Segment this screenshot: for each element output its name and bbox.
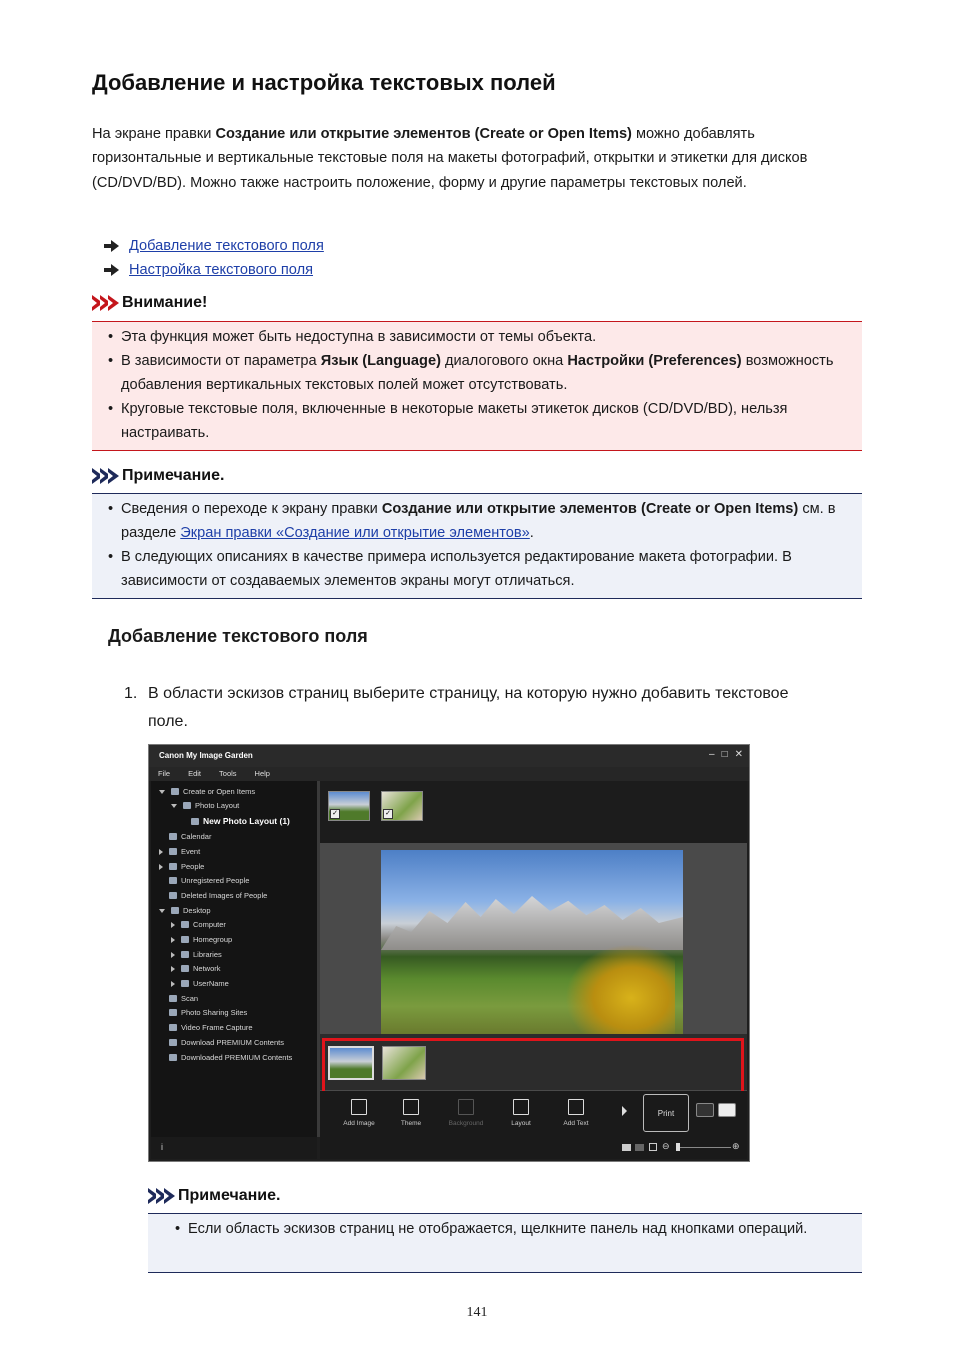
theme-button[interactable]: Theme (386, 1099, 436, 1127)
tree-item[interactable]: Download PREMIUM Contents (159, 1038, 284, 1047)
section-links (104, 234, 324, 282)
list-item: • В следующих описаниях в качестве примера используется редактирование макета фотографии. В зависимости от создаваемых элементов экраны могут отличаться. (121, 545, 862, 593)
note-heading-text: Примечание. (178, 1187, 281, 1204)
download-icon (169, 1039, 177, 1046)
tree-item[interactable]: Homegroup (171, 935, 232, 944)
event-icon (169, 848, 177, 855)
downloaded-icon (169, 1054, 177, 1061)
add-text-icon (568, 1099, 584, 1115)
background-button[interactable]: Background (441, 1099, 491, 1127)
create-icon (171, 788, 179, 795)
note-heading (148, 1187, 280, 1205)
menu-file[interactable]: File (158, 769, 171, 778)
highlight-frame (322, 1038, 744, 1094)
info-icon[interactable]: i (161, 1142, 163, 1152)
fit-icon[interactable] (649, 1143, 657, 1151)
app-title: Canon My Image Garden (159, 751, 253, 760)
zoom-in-icon[interactable]: ⊕ (732, 1141, 740, 1151)
add-text-button[interactable]: Add Text (551, 1099, 601, 1127)
homegroup-icon (181, 936, 189, 943)
step-1 (124, 680, 824, 736)
window-controls (709, 750, 743, 760)
important-chevron-icon (92, 295, 116, 311)
list-item: • Эта функция может быть недоступна в зависимости от темы объекта. (121, 325, 862, 349)
background-icon (458, 1099, 474, 1115)
tree-item-selected[interactable]: New Photo Layout (1) (191, 816, 290, 826)
page-number: 141 (466, 1305, 488, 1320)
note-heading (92, 467, 224, 485)
menu-bar (149, 767, 749, 781)
section-heading: Добавление текстового поля (108, 626, 368, 646)
video-capture-icon (169, 1024, 177, 1031)
layout-icon (191, 818, 199, 825)
desktop-icon (171, 907, 179, 914)
tree-item[interactable]: Libraries (171, 950, 222, 959)
tree-item[interactable]: UserName (171, 979, 229, 988)
important-heading (92, 294, 207, 312)
title-bar (149, 745, 749, 767)
zoom-out-icon[interactable]: ⊖ (662, 1141, 670, 1151)
important-heading-text: Внимание! (122, 294, 208, 311)
link-edit-screen[interactable]: Экран правки «Создание или открытие элементов» (180, 525, 530, 541)
edit-area (320, 781, 747, 1137)
tree-item[interactable]: Desktop (159, 906, 211, 915)
tree-item[interactable]: Video Frame Capture (159, 1023, 253, 1032)
forward-button[interactable] (718, 1103, 736, 1117)
list-item: • Если область эскизов страниц не отображается, щелкните панель над кнопками операций. (188, 1217, 862, 1241)
list-item: • Круговые текстовые поля, включенные в некоторые макеты этикеток дисков (CD/DVD/BD), нельзя настраивать. (121, 397, 862, 445)
important-box (92, 321, 862, 451)
maximize-icon[interactable]: □ (721, 749, 728, 760)
link-item (104, 258, 324, 282)
zoom-slider[interactable] (676, 1147, 731, 1148)
menu-tools[interactable]: Tools (219, 769, 237, 778)
tree-item[interactable]: Photo Sharing Sites (159, 1008, 247, 1017)
add-image-button[interactable]: Add Image (334, 1099, 384, 1127)
tree-item[interactable]: People (159, 862, 204, 871)
menu-edit[interactable]: Edit (188, 769, 202, 778)
tree-item[interactable]: Downloaded PREMIUM Contents (159, 1053, 292, 1062)
minimize-icon[interactable]: – (709, 749, 715, 760)
tree-item[interactable]: Photo Layout (171, 801, 239, 810)
operation-toolbar (320, 1091, 747, 1137)
material-thumbnail[interactable] (328, 791, 370, 821)
chevron-right-icon[interactable] (622, 1106, 627, 1116)
note-box (148, 1213, 862, 1273)
link-item (104, 234, 324, 258)
libraries-icon (181, 951, 189, 958)
tree-item[interactable]: Computer (171, 920, 226, 929)
note-heading-text: Примечание. (122, 467, 225, 484)
note-chevron-icon (148, 1188, 172, 1204)
link-add-text-box[interactable]: Добавление текстового поля (129, 238, 324, 254)
status-bar (320, 1137, 747, 1159)
tree-item[interactable]: Unregistered People (159, 876, 249, 885)
step-number: 1. (124, 685, 138, 702)
page-title: Добавление и настройка текстовых полей (92, 70, 556, 95)
back-button[interactable] (696, 1103, 714, 1117)
tree-item[interactable]: Create or Open Items (159, 787, 255, 796)
intro-paragraph: На экране правки Создание или открытие элементов (Create or Open Items) можно добавлять горизонтальные и вертикальные текстовые поля на макеты фотографий, открытки и этикетки для дисков (CD/DVD/BD). Можно также настроить положение, форму и другие параметры текстовых полей. (92, 126, 808, 191)
zoom-slider-handle[interactable] (676, 1143, 680, 1151)
list-item: • В зависимости от параметра Язык (Language) диалогового окна Настройки (Preferences) возможность добавления вертикальных текстовых полей может отсутствовать. (121, 349, 862, 397)
print-button[interactable]: Print (643, 1094, 689, 1132)
close-icon[interactable]: ✕ (734, 749, 743, 760)
network-icon (181, 965, 189, 972)
layout-photo[interactable] (381, 850, 683, 1034)
add-image-icon (351, 1099, 367, 1115)
link-adjust-text-box[interactable]: Настройка текстового поля (129, 262, 314, 278)
arrow-right-icon (104, 264, 119, 276)
app-screenshot (148, 744, 750, 1162)
tree-item[interactable]: Scan (159, 994, 198, 1003)
material-thumbnail[interactable] (381, 791, 423, 821)
tree-item[interactable]: Calendar (159, 832, 211, 841)
layout-icon (513, 1099, 529, 1115)
checkbox-icon[interactable]: ✓ (330, 809, 340, 819)
tree-item[interactable]: Deleted Images of People (159, 891, 267, 900)
user-folder-icon (181, 980, 189, 987)
material-strip (320, 781, 747, 843)
scan-icon (169, 995, 177, 1002)
tree-image (565, 944, 675, 1034)
view-mode-icon[interactable] (622, 1144, 631, 1151)
people-icon (169, 863, 177, 870)
menu-help[interactable]: Help (254, 769, 270, 778)
deleted-people-icon (169, 892, 177, 899)
theme-icon (403, 1099, 419, 1115)
photo-sharing-icon (169, 1009, 177, 1016)
step-text: В области эскизов страниц выберите страницу, на которую нужно добавить текстовое поле. (148, 685, 789, 730)
sidebar-tree (151, 781, 317, 1137)
layout-button[interactable]: Layout (496, 1099, 546, 1127)
tree-item[interactable]: Event (159, 847, 200, 856)
tree-item[interactable]: Network (171, 964, 221, 973)
list-item: • Сведения о переходе к экрану правки Создание или открытие элементов (Create or Open Items) см. в разделе Экран правки «Создание или открытие элементов». (121, 497, 862, 545)
view-mode-icon[interactable] (635, 1144, 644, 1151)
calendar-icon (169, 833, 177, 840)
arrow-right-icon (104, 240, 119, 252)
sidebar-footer (151, 1137, 317, 1159)
note-chevron-icon (92, 468, 116, 484)
computer-icon (181, 921, 189, 928)
note-box (92, 493, 862, 599)
photo-layout-icon (183, 802, 191, 809)
unregistered-people-icon (169, 877, 177, 884)
mountain-image (381, 890, 683, 950)
checkbox-icon[interactable]: ✓ (383, 809, 393, 819)
